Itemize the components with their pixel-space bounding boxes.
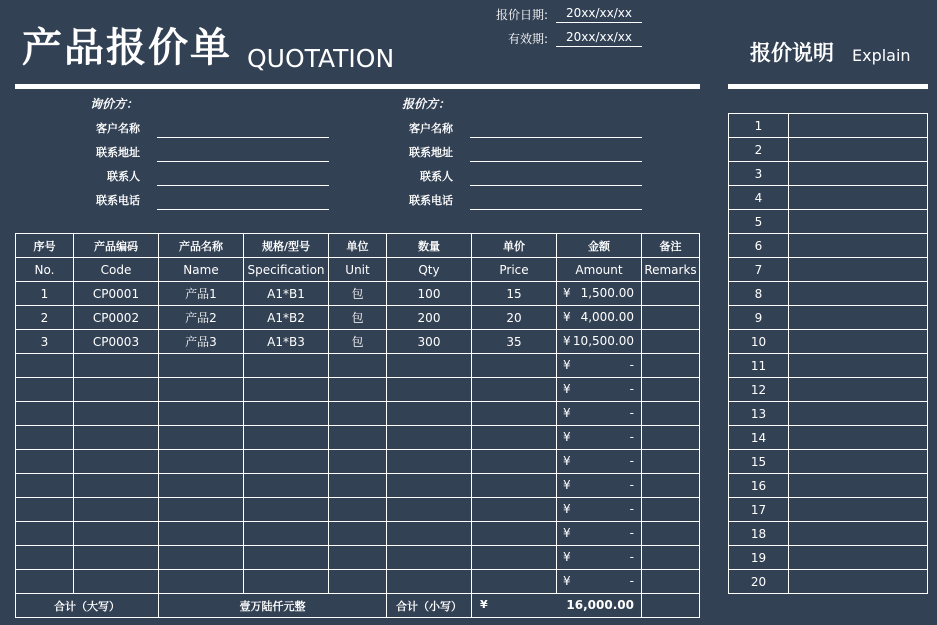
- explain-row-number: 1: [729, 114, 789, 138]
- amount-value: -: [629, 382, 634, 396]
- unit-price-cell[interactable]: 15: [472, 282, 557, 306]
- explain-row-number: 9: [729, 306, 789, 330]
- explain-row-text[interactable]: [789, 114, 928, 138]
- table-row: [16, 474, 700, 498]
- explain-row-text[interactable]: [789, 210, 928, 234]
- remarks-cell[interactable]: [642, 498, 700, 522]
- explain-row-text[interactable]: [789, 522, 928, 546]
- unit-price-cell[interactable]: [472, 498, 557, 522]
- product-code-cell[interactable]: [74, 378, 159, 402]
- explain-row: [729, 138, 928, 162]
- unit-price-cell[interactable]: [472, 570, 557, 594]
- product-name-cell[interactable]: 产品2: [159, 306, 244, 330]
- amount-cell[interactable]: [557, 354, 642, 378]
- explain-row-text[interactable]: [789, 378, 928, 402]
- remarks-cell[interactable]: [642, 306, 700, 330]
- explain-row-number: 7: [729, 258, 789, 282]
- explain-row-text[interactable]: [789, 258, 928, 282]
- explain-row-text[interactable]: [789, 306, 928, 330]
- explain-row: [729, 330, 928, 354]
- amount-cell[interactable]: [557, 426, 642, 450]
- specification-cell[interactable]: A1*B3: [244, 330, 329, 354]
- explain-title-en: Explain: [852, 46, 911, 65]
- remarks-cell[interactable]: [642, 402, 700, 426]
- explain-row: [729, 354, 928, 378]
- explain-row: [729, 522, 928, 546]
- explain-row: [729, 570, 928, 594]
- product-code-cell[interactable]: CP0002: [74, 306, 159, 330]
- specification-cell[interactable]: [244, 354, 329, 378]
- currency-symbol: ¥: [563, 478, 571, 492]
- explain-row-text[interactable]: [789, 354, 928, 378]
- explain-row: [729, 450, 928, 474]
- specification-cell[interactable]: [244, 378, 329, 402]
- unit-cell[interactable]: [329, 474, 387, 498]
- amount-cell[interactable]: [557, 546, 642, 570]
- explain-row: [729, 474, 928, 498]
- explain-row-number: 11: [729, 354, 789, 378]
- unit-price-cell[interactable]: [472, 522, 557, 546]
- table-row: [16, 498, 700, 522]
- product-name-cell[interactable]: [159, 402, 244, 426]
- amount-cell[interactable]: [557, 306, 642, 330]
- total-upper-value: 壹万陆仟元整: [159, 594, 387, 618]
- total-lower-cell: [472, 594, 642, 618]
- explain-row-number: 10: [729, 330, 789, 354]
- amount-cell[interactable]: [557, 474, 642, 498]
- amount-value: -: [629, 358, 634, 372]
- amount-cell[interactable]: [557, 378, 642, 402]
- column-header-en: Remarks: [642, 258, 700, 282]
- quote-date-field[interactable]: 20xx/xx/xx: [556, 6, 642, 23]
- row-no-cell[interactable]: [16, 450, 74, 474]
- valid-until-label: 有效期:: [507, 32, 548, 46]
- quoter-title: 报价方：: [402, 97, 451, 111]
- amount-cell[interactable]: [557, 402, 642, 426]
- explain-row: [729, 258, 928, 282]
- column-header-cn: 数量: [387, 234, 472, 258]
- specification-cell[interactable]: [244, 426, 329, 450]
- explain-row-number: 4: [729, 186, 789, 210]
- quote-date-label: 报价日期:: [495, 8, 548, 22]
- unit-cell[interactable]: [329, 402, 387, 426]
- explain-row-text[interactable]: [789, 234, 928, 258]
- column-header-en: No.: [16, 258, 74, 282]
- remarks-cell[interactable]: [642, 330, 700, 354]
- product-name-cell[interactable]: [159, 426, 244, 450]
- product-name-cell[interactable]: [159, 354, 244, 378]
- amount-value: 4,000.00: [580, 310, 634, 324]
- total-row: [16, 594, 700, 618]
- title-en: QUOTATION: [247, 44, 395, 73]
- quoter-address-field[interactable]: [470, 161, 642, 162]
- currency-symbol: ¥: [563, 286, 571, 300]
- product-name-cell[interactable]: [159, 450, 244, 474]
- column-header-cn: 序号: [16, 234, 74, 258]
- quantity-cell[interactable]: 200: [387, 306, 472, 330]
- title-cn: 产品报价单: [22, 25, 232, 71]
- unit-cell[interactable]: [329, 570, 387, 594]
- unit-price-cell[interactable]: 20: [472, 306, 557, 330]
- product-code-cell[interactable]: CP0003: [74, 330, 159, 354]
- quoter-name-field[interactable]: [470, 137, 642, 138]
- table-row: [16, 570, 700, 594]
- quoter-contact-label: 联系人: [420, 170, 453, 183]
- remarks-cell[interactable]: [642, 282, 700, 306]
- currency-symbol: ¥: [563, 526, 571, 540]
- remarks-cell[interactable]: [642, 450, 700, 474]
- explain-row-number: 5: [729, 210, 789, 234]
- explain-row: [729, 162, 928, 186]
- unit-price-cell[interactable]: [472, 450, 557, 474]
- inquirer-address-label: 联系地址: [96, 146, 140, 159]
- column-header-cn: 备注: [642, 234, 700, 258]
- explain-row: [729, 186, 928, 210]
- currency-symbol: ¥: [563, 574, 571, 588]
- specification-cell[interactable]: A1*B2: [244, 306, 329, 330]
- header-divider: [15, 84, 700, 89]
- quoter-phone-label: 联系电话: [409, 194, 453, 207]
- remarks-cell[interactable]: [642, 546, 700, 570]
- explain-row: [729, 546, 928, 570]
- unit-cell[interactable]: [329, 450, 387, 474]
- specification-cell[interactable]: [244, 570, 329, 594]
- unit-price-cell[interactable]: 35: [472, 330, 557, 354]
- quoter-name-label: 客户名称: [409, 122, 453, 135]
- explain-row-text[interactable]: [789, 162, 928, 186]
- row-no-cell[interactable]: [16, 522, 74, 546]
- remarks-cell[interactable]: [642, 522, 700, 546]
- specification-cell[interactable]: [244, 546, 329, 570]
- product-code-cell[interactable]: [74, 354, 159, 378]
- quantity-cell[interactable]: [387, 378, 472, 402]
- remarks-cell[interactable]: [642, 570, 700, 594]
- total-remarks-cell: [642, 594, 700, 618]
- table-row: [16, 402, 700, 426]
- explain-row-number: 12: [729, 378, 789, 402]
- inquirer-name-label: 客户名称: [96, 122, 140, 135]
- amount-cell[interactable]: [557, 570, 642, 594]
- row-no-cell[interactable]: [16, 426, 74, 450]
- explain-row-number: 13: [729, 402, 789, 426]
- quoter-contact-field[interactable]: [470, 185, 642, 186]
- explain-row: [729, 210, 928, 234]
- quantity-cell[interactable]: [387, 354, 472, 378]
- column-header-cn: 单价: [472, 234, 557, 258]
- table-row: [16, 522, 700, 546]
- currency-symbol: ¥: [563, 454, 571, 468]
- explain-row-number: 3: [729, 162, 789, 186]
- specification-cell[interactable]: [244, 498, 329, 522]
- specification-cell[interactable]: [244, 522, 329, 546]
- explain-row-number: 6: [729, 234, 789, 258]
- inquirer-title: 询价方：: [90, 97, 139, 111]
- table-row: [16, 354, 700, 378]
- quotation-table: [15, 233, 700, 618]
- amount-value: -: [629, 526, 634, 540]
- explain-row-text[interactable]: [789, 402, 928, 426]
- explain-row-text[interactable]: [789, 474, 928, 498]
- amount-value: -: [629, 454, 634, 468]
- explain-row: [729, 378, 928, 402]
- column-header-cn: 规格/型号: [244, 234, 329, 258]
- total-upper-label: 合计（大写）: [16, 594, 159, 618]
- table-row: [16, 378, 700, 402]
- explain-row: [729, 306, 928, 330]
- explain-row-text[interactable]: [789, 498, 928, 522]
- amount-cell[interactable]: [557, 450, 642, 474]
- quantity-cell[interactable]: [387, 522, 472, 546]
- product-code-cell[interactable]: [74, 426, 159, 450]
- unit-price-cell[interactable]: [472, 474, 557, 498]
- row-no-cell[interactable]: 2: [16, 306, 74, 330]
- table-row: [16, 450, 700, 474]
- table-row: [16, 282, 700, 306]
- row-no-cell[interactable]: 1: [16, 282, 74, 306]
- unit-cell[interactable]: [329, 498, 387, 522]
- quantity-cell[interactable]: [387, 426, 472, 450]
- amount-value: 10,500.00: [572, 334, 634, 348]
- unit-cell[interactable]: [329, 546, 387, 570]
- column-header-cn: 产品编码: [74, 234, 159, 258]
- row-no-cell[interactable]: [16, 378, 74, 402]
- product-name-cell[interactable]: [159, 378, 244, 402]
- currency-symbol: ¥: [563, 334, 571, 348]
- explain-row-number: 17: [729, 498, 789, 522]
- remarks-cell[interactable]: [642, 378, 700, 402]
- quantity-cell[interactable]: 300: [387, 330, 472, 354]
- amount-cell[interactable]: [557, 282, 642, 306]
- quantity-cell[interactable]: [387, 570, 472, 594]
- unit-cell[interactable]: 包: [329, 306, 387, 330]
- column-header-en: Name: [159, 258, 244, 282]
- currency-symbol: ¥: [563, 310, 571, 324]
- inquirer-address-field[interactable]: [157, 161, 329, 162]
- product-name-cell[interactable]: [159, 546, 244, 570]
- product-code-cell[interactable]: [74, 474, 159, 498]
- specification-cell[interactable]: [244, 402, 329, 426]
- total-lower-value: 16,000.00: [566, 598, 634, 612]
- unit-cell[interactable]: [329, 426, 387, 450]
- unit-cell[interactable]: [329, 378, 387, 402]
- quantity-cell[interactable]: [387, 402, 472, 426]
- explain-row-number: 2: [729, 138, 789, 162]
- quantity-cell[interactable]: 100: [387, 282, 472, 306]
- table-row: [16, 306, 700, 330]
- explain-title-cn: 报价说明: [750, 41, 834, 65]
- explain-row-text[interactable]: [789, 330, 928, 354]
- amount-value: -: [629, 502, 634, 516]
- currency-symbol: ¥: [563, 430, 571, 444]
- explain-row-text[interactable]: [789, 426, 928, 450]
- product-code-cell[interactable]: CP0001: [74, 282, 159, 306]
- quoter-address-label: 联系地址: [409, 146, 453, 159]
- explain-row: [729, 282, 928, 306]
- product-code-cell[interactable]: [74, 570, 159, 594]
- table-row: [16, 426, 700, 450]
- unit-price-cell[interactable]: [472, 426, 557, 450]
- amount-value: -: [629, 550, 634, 564]
- explain-row-text[interactable]: [789, 546, 928, 570]
- explain-row-number: 14: [729, 426, 789, 450]
- explain-row-number: 18: [729, 522, 789, 546]
- explain-row: [729, 114, 928, 138]
- explain-row-text[interactable]: [789, 570, 928, 594]
- quantity-cell[interactable]: [387, 546, 472, 570]
- unit-cell[interactable]: [329, 522, 387, 546]
- explain-row: [729, 498, 928, 522]
- explain-row-text[interactable]: [789, 282, 928, 306]
- product-name-cell[interactable]: [159, 570, 244, 594]
- quantity-cell[interactable]: [387, 450, 472, 474]
- unit-price-cell[interactable]: [472, 354, 557, 378]
- product-name-cell[interactable]: 产品1: [159, 282, 244, 306]
- product-name-cell[interactable]: [159, 474, 244, 498]
- product-name-cell[interactable]: [159, 522, 244, 546]
- currency-symbol: ¥: [563, 358, 571, 372]
- amount-value: -: [629, 478, 634, 492]
- explain-row-text[interactable]: [789, 450, 928, 474]
- unit-price-cell[interactable]: [472, 402, 557, 426]
- column-header-en: Qty: [387, 258, 472, 282]
- column-header-cn: 产品名称: [159, 234, 244, 258]
- currency-symbol: ¥: [563, 382, 571, 396]
- explain-row: [729, 426, 928, 450]
- amount-value: -: [629, 406, 634, 420]
- amount-cell[interactable]: [557, 330, 642, 354]
- inquirer-phone-field[interactable]: [157, 209, 329, 210]
- row-no-cell[interactable]: [16, 546, 74, 570]
- specification-cell[interactable]: A1*B1: [244, 282, 329, 306]
- remarks-cell[interactable]: [642, 354, 700, 378]
- explain-row: [729, 402, 928, 426]
- column-header-cn: 单位: [329, 234, 387, 258]
- amount-value: -: [629, 430, 634, 444]
- amount-cell[interactable]: [557, 498, 642, 522]
- column-header-en: Code: [74, 258, 159, 282]
- row-no-cell[interactable]: 3: [16, 330, 74, 354]
- total-lower-label: 合计（小写）: [387, 594, 472, 618]
- explain-row-number: 20: [729, 570, 789, 594]
- column-header-en: Price: [472, 258, 557, 282]
- product-code-cell[interactable]: [74, 498, 159, 522]
- sidebar-divider: [728, 84, 928, 89]
- product-name-cell[interactable]: [159, 498, 244, 522]
- specification-cell[interactable]: [244, 450, 329, 474]
- row-no-cell[interactable]: [16, 402, 74, 426]
- product-code-cell[interactable]: [74, 546, 159, 570]
- product-code-cell[interactable]: [74, 450, 159, 474]
- explain-row-text[interactable]: [789, 138, 928, 162]
- header-row-cn: [16, 234, 700, 258]
- product-code-cell[interactable]: [74, 522, 159, 546]
- row-no-cell[interactable]: [16, 570, 74, 594]
- currency-symbol: ¥: [563, 502, 571, 516]
- explain-row-text[interactable]: [789, 186, 928, 210]
- inquirer-name-field[interactable]: [157, 137, 329, 138]
- table-row: [16, 330, 700, 354]
- currency-symbol: ¥: [563, 550, 571, 564]
- explain-table: [728, 113, 928, 594]
- amount-value: 1,500.00: [580, 286, 634, 300]
- table-row: [16, 546, 700, 570]
- inquirer-contact-field[interactable]: [157, 185, 329, 186]
- unit-price-cell[interactable]: [472, 378, 557, 402]
- remarks-cell[interactable]: [642, 474, 700, 498]
- inquirer-contact-label: 联系人: [107, 170, 140, 183]
- column-header-cn: 金额: [557, 234, 642, 258]
- total-currency-symbol: ¥: [480, 598, 488, 611]
- unit-cell[interactable]: [329, 354, 387, 378]
- explain-row-number: 8: [729, 282, 789, 306]
- specification-cell[interactable]: [244, 474, 329, 498]
- row-no-cell[interactable]: [16, 474, 74, 498]
- header-row-en: [16, 258, 700, 282]
- amount-value: -: [629, 574, 634, 588]
- row-no-cell[interactable]: [16, 354, 74, 378]
- valid-until-field[interactable]: 20xx/xx/xx: [556, 30, 642, 47]
- column-header-en: Unit: [329, 258, 387, 282]
- unit-cell[interactable]: 包: [329, 282, 387, 306]
- inquirer-phone-label: 联系电话: [96, 194, 140, 207]
- explain-row-number: 16: [729, 474, 789, 498]
- column-header-en: Amount: [557, 258, 642, 282]
- amount-cell[interactable]: [557, 522, 642, 546]
- remarks-cell[interactable]: [642, 426, 700, 450]
- explain-row-number: 15: [729, 450, 789, 474]
- quoter-phone-field[interactable]: [470, 209, 642, 210]
- unit-cell[interactable]: 包: [329, 330, 387, 354]
- column-header-en: Specification: [244, 258, 329, 282]
- unit-price-cell[interactable]: [472, 546, 557, 570]
- product-name-cell[interactable]: 产品3: [159, 330, 244, 354]
- quantity-cell[interactable]: [387, 474, 472, 498]
- explain-row: [729, 234, 928, 258]
- currency-symbol: ¥: [563, 406, 571, 420]
- row-no-cell[interactable]: [16, 498, 74, 522]
- quantity-cell[interactable]: [387, 498, 472, 522]
- explain-row-number: 19: [729, 546, 789, 570]
- product-code-cell[interactable]: [74, 402, 159, 426]
